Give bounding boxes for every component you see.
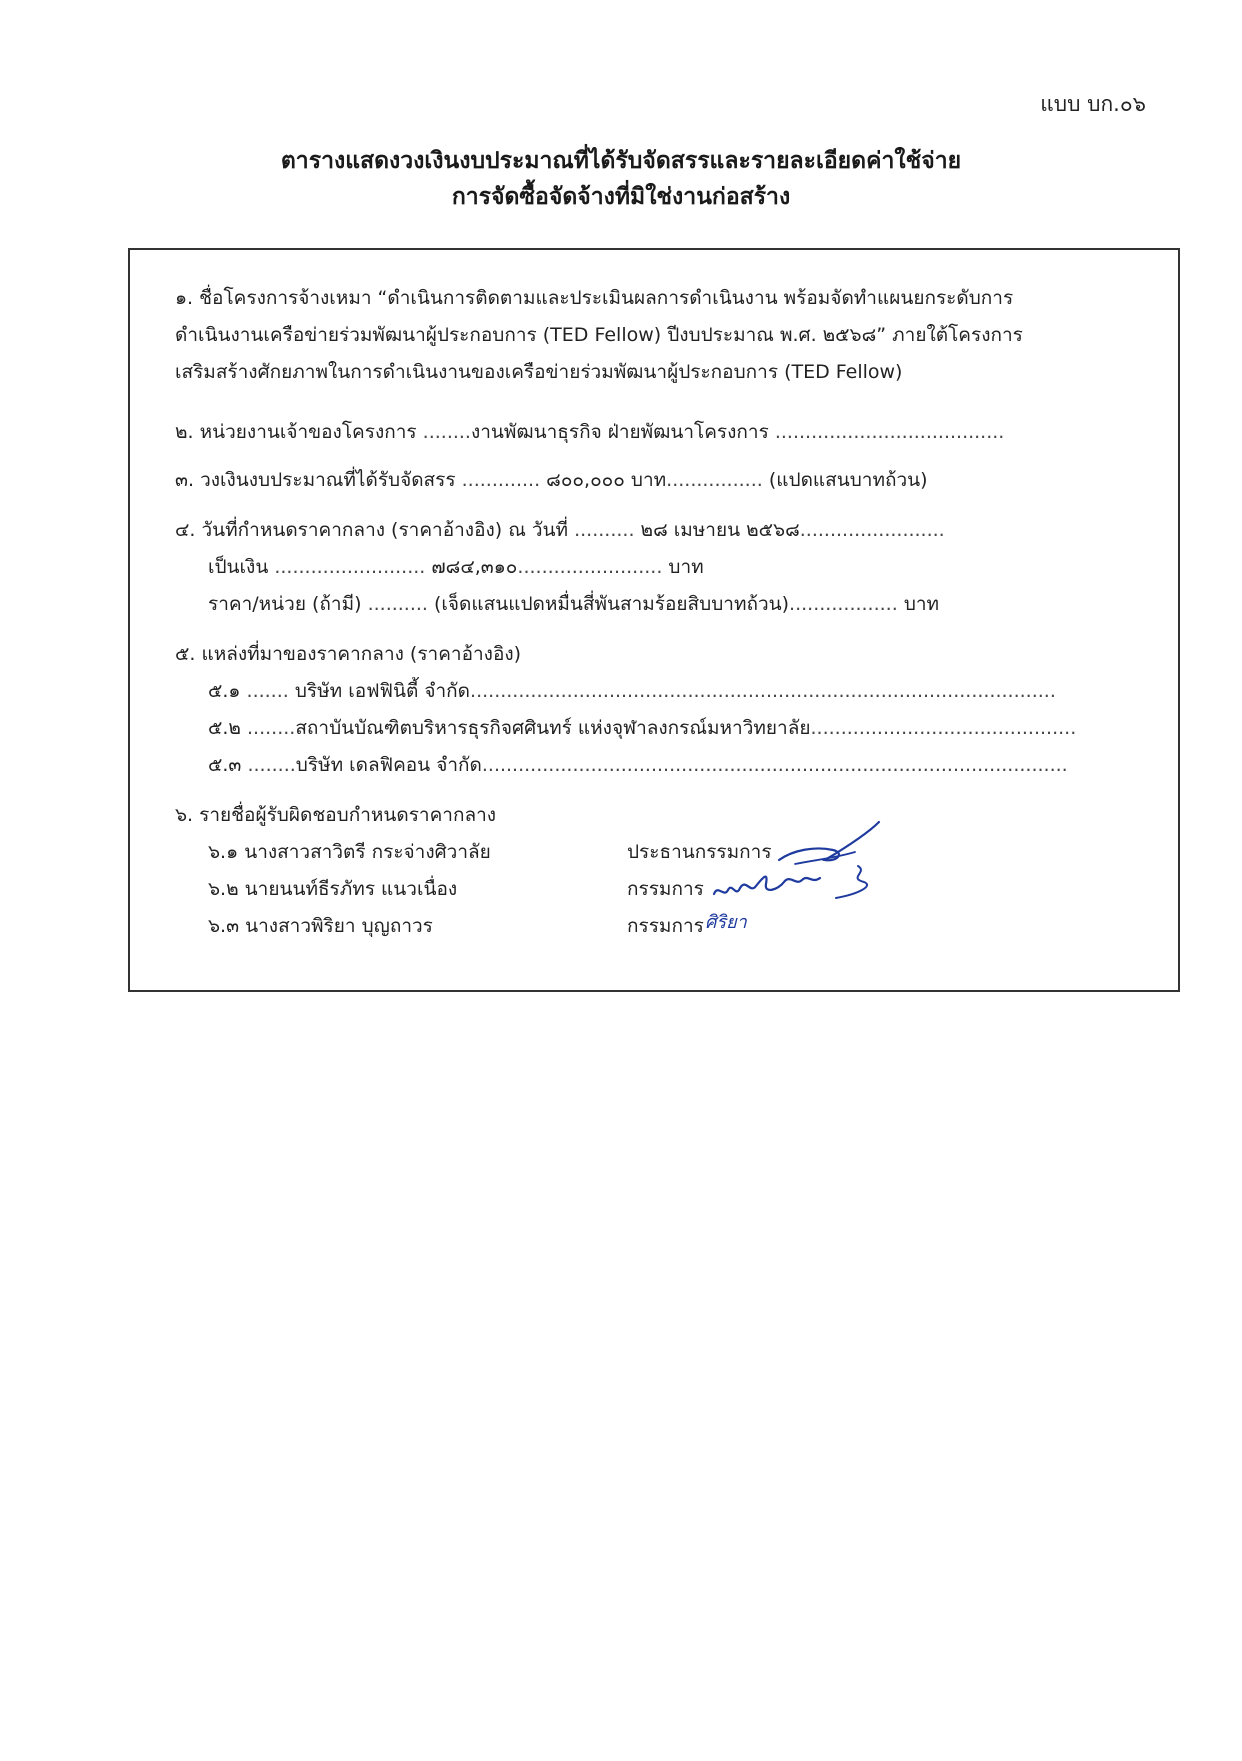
budget-lead-dots: .............: [455, 469, 547, 491]
price-source-trail-dots: .................................................................................................: [481, 754, 1068, 776]
unit-price-unit: บาท: [903, 593, 940, 615]
price-source-item-1: [208, 673, 1056, 710]
committee-role-3: กรรมการ: [627, 915, 704, 937]
reference-amount-unit: บาท: [668, 556, 704, 578]
document-title: [0, 143, 1242, 215]
reference-amount-value: ๗๘๔,๓๑๐: [431, 556, 518, 578]
budget-value: ๘๐๐,๐๐๐ บาท: [546, 469, 667, 491]
reference-date-label: ๔. วันที่กำหนดราคากลาง (ราคาอ้างอิง) ณ วันที่: [175, 519, 569, 541]
committee-role-2: กรรมการ: [627, 878, 704, 900]
budget-trail-dots: ................: [666, 469, 769, 491]
reference-date-row: [175, 512, 1125, 549]
project-name-line-2: ดำเนินงานเครือข่ายร่วมพัฒนาผู้ประกอบการ (TED Fellow) ปีงบประมาณ พ.ศ. ๒๕๖๘” ภายใต้โครงการ: [175, 324, 1023, 346]
committee-member-num: ๖.๒: [208, 878, 239, 900]
price-source-num: ๕.๓: [208, 754, 242, 776]
budget-label: ๓. วงเงินงบประมาณที่ได้รับจัดสรร: [175, 469, 456, 491]
price-source-lead-dots: ........: [241, 754, 296, 776]
title-line-2: การจัดซื้อจัดจ้างที่มิใช่งานก่อสร้าง: [451, 184, 791, 210]
unit-price-label: ราคา/หน่วย (ถ้ามี): [208, 593, 362, 615]
unit-price-trail-dots: ..................: [789, 593, 904, 615]
owner-agency-trail-dots: ......................................: [768, 421, 1005, 443]
committee-member-name: นางสาวสาวิตรี กระจ่างศิวาลัย: [244, 841, 491, 863]
committee-heading: ๖. รายชื่อผู้รับผิดชอบกำหนดราคากลาง: [175, 804, 497, 826]
reference-date-lead-dots: ..........: [568, 519, 641, 541]
price-source-num: ๕.๒: [208, 717, 241, 739]
price-source-item-3: [208, 747, 1068, 784]
owner-agency-row: [175, 414, 1125, 451]
committee-member-2: [208, 871, 457, 908]
reference-amount-row: [208, 549, 704, 586]
reference-date-trail-dots: ........................: [799, 519, 945, 541]
unit-price-lead-dots: ..........: [361, 593, 435, 615]
committee-member-name: นางสาวพิริยา บุญถาวร: [245, 915, 433, 937]
price-source-lead-dots: ........: [240, 717, 296, 739]
form-code: แบบ บก.๐๖: [1040, 92, 1146, 116]
price-source-lead-dots: .......: [240, 680, 295, 702]
committee-member-num: ๖.๑: [208, 841, 239, 863]
committee-member-1: [208, 834, 491, 871]
budget-row: [175, 462, 1125, 499]
project-name-line-1: ๑. ชื่อโครงการจ้างเหมา “ดำเนินการติดตามและประเมินผลการดำเนินงาน พร้อมจัดทำแผนยกระดับการ: [175, 287, 1014, 309]
price-source-num: ๕.๑: [208, 680, 241, 702]
owner-agency-lead-dots: ........: [422, 421, 471, 443]
price-source-name: สถาบันบัณฑิตบริหารธุรกิจศศินทร์ แห่งจุฬาลงกรณ์มหาวิทยาลัย: [295, 717, 811, 739]
reference-amount-lead-dots: .........................: [268, 556, 432, 578]
price-source-trail-dots: .................................................................................................: [470, 680, 1056, 702]
project-name-line-3: เสริมสร้างศักยภาพในการดำเนินงานของเครือข่ายร่วมพัฒนาผู้ประกอบการ (TED Fellow): [175, 361, 903, 383]
price-source-name: บริษัท เดลฟิคอน จำกัด: [295, 754, 482, 776]
price-source-trail-dots: ............................................: [810, 717, 1077, 739]
details-panel: [128, 248, 1180, 992]
unit-price-row: [208, 586, 939, 623]
reference-amount-label: เป็นเงิน: [208, 556, 269, 578]
reference-date-value: ๒๘ เมษายน ๒๕๖๘: [640, 519, 800, 541]
committee-member-3: [208, 908, 433, 945]
committee-role-1: ประธานกรรมการ: [627, 841, 772, 863]
unit-price-value: (เจ็ดแสนแปดหมื่นสี่พันสามร้อยสิบบาทถ้วน): [434, 593, 790, 615]
reference-amount-trail-dots: ........................: [517, 556, 669, 578]
committee-member-name: นายนนท์ธีรภัทร แนวเนื่อง: [244, 878, 458, 900]
owner-agency-label: ๒. หน่วยงานเจ้าของโครงการ: [175, 421, 417, 443]
price-source-item-2: [208, 710, 1076, 747]
title-line-1: ตารางแสดงวงเงินงบประมาณที่ได้รับจัดสรรและรายละเอียดค่าใช้จ่าย: [280, 148, 962, 174]
signature-member-3: ศิริยา: [705, 912, 747, 933]
price-source-name: บริษัท เอฟฟินิตี้ จำกัด: [294, 680, 471, 702]
owner-agency-value: งานพัฒนาธุรกิจ ฝ่ายพัฒนาโครงการ: [470, 421, 769, 443]
price-source-heading: ๕. แหล่งที่มาของราคากลาง (ราคาอ้างอิง): [175, 643, 522, 665]
budget-words: (แปดแสนบาทถ้วน): [768, 469, 928, 491]
committee-member-num: ๖.๓: [208, 915, 240, 937]
